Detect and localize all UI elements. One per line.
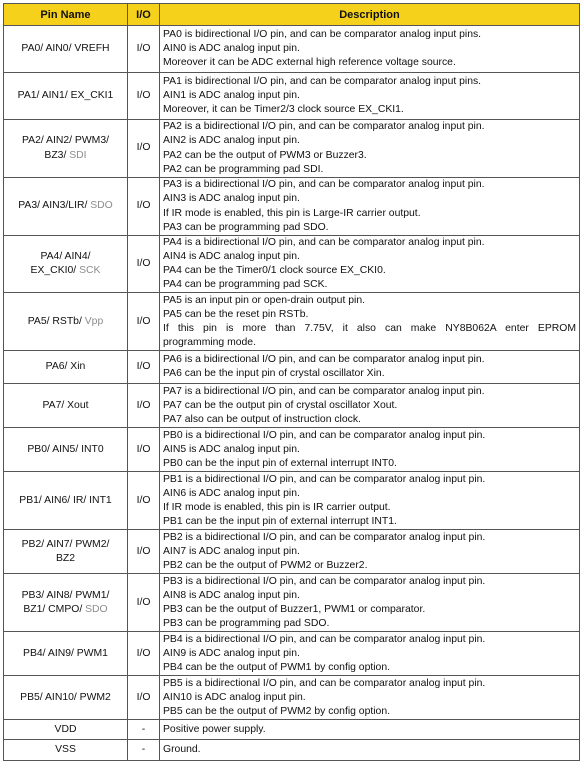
description-cell	[160, 26, 580, 73]
pin-name-line	[7, 250, 124, 264]
description-cell	[160, 384, 580, 428]
description-line: Positive power supply.	[163, 723, 266, 735]
description-line: PA7 can be the output pin of crystal oscillator Xout.	[163, 399, 398, 411]
description-line: PA3 is a bidirectional I/O pin, and can be comparator analog input pin.	[163, 179, 485, 191]
pin-name-line	[7, 134, 124, 148]
pin-name-line	[7, 691, 124, 705]
header-io: I/O	[128, 4, 160, 26]
description-line: AIN8 is ADC analog input pin.	[163, 589, 300, 601]
pin-name-text: PB2/ AIN7/ PWM2/	[21, 538, 110, 550]
pin-name-text: PA4/ AIN4/	[40, 251, 91, 263]
io-type-cell: I/O	[128, 472, 160, 530]
pin-name-line	[7, 723, 124, 737]
pin-name-cell	[4, 178, 128, 236]
pin-name-line	[7, 443, 124, 457]
pin-name-text: BZ1/ CMPO/	[23, 603, 86, 615]
programming-pad-name: SDO	[85, 603, 108, 615]
pin-name-line	[7, 589, 124, 603]
pin-description-table	[3, 3, 580, 761]
pin-name-cell	[4, 574, 128, 632]
programming-pad-name: SCK	[79, 265, 101, 277]
pin-name-line	[7, 149, 124, 163]
description-cell	[160, 632, 580, 676]
pin-name-cell	[4, 740, 128, 761]
description-cell	[160, 236, 580, 293]
description-line: AIN0 is ADC analog input pin.	[163, 42, 300, 54]
description-line: AIN2 is ADC analog input pin.	[163, 135, 300, 147]
description-line: PB2 can be the output of PWM2 or Buzzer2.	[163, 559, 368, 571]
description-line: AIN9 is ADC analog input pin.	[163, 647, 300, 659]
io-type-cell: I/O	[128, 676, 160, 720]
pin-name-cell	[4, 351, 128, 384]
pin-name-cell	[4, 236, 128, 293]
description-line: PA0 is bidirectional I/O pin, and can be comparator analog input pins.	[163, 28, 482, 40]
table-row	[4, 574, 580, 632]
table-row	[4, 530, 580, 574]
description-line: Ground.	[163, 744, 201, 756]
pin-name-text: PA2/ AIN2/ PWM3/	[21, 135, 109, 147]
description-line: PA7 also can be output of instruction clock.	[163, 413, 361, 425]
pin-name-text: PB4/ AIN9/ PWM1	[23, 647, 108, 659]
io-type-cell: I/O	[128, 530, 160, 574]
header-pin-name: Pin Name	[4, 4, 128, 26]
io-type-cell: I/O	[128, 293, 160, 351]
io-type-cell: I/O	[128, 428, 160, 472]
pin-name-text: PA3/ AIN3/LIR/	[18, 200, 91, 212]
pin-name-cell	[4, 73, 128, 120]
pin-name-cell	[4, 632, 128, 676]
pin-name-cell	[4, 428, 128, 472]
pin-name-text: PB5/ AIN10/ PWM2	[20, 691, 111, 703]
pin-name-line	[7, 647, 124, 661]
pin-name-cell	[4, 384, 128, 428]
table-row	[4, 73, 580, 120]
description-line: PB0 is a bidirectional I/O pin, and can be comparator analog input pin.	[163, 429, 486, 441]
io-type-cell: -	[128, 720, 160, 740]
pin-name-text: EX_CKI0/	[30, 265, 80, 277]
description-line: PA3 can be programming pad SDO.	[163, 221, 329, 233]
io-type-cell: I/O	[128, 26, 160, 73]
description-line: AIN6 is ADC analog input pin.	[163, 487, 300, 499]
description-line: PA7 is a bidirectional I/O pin, and can be comparator analog input pin.	[163, 385, 485, 397]
description-cell	[160, 178, 580, 236]
description-cell	[160, 428, 580, 472]
description-line: PB5 can be the output of PWM2 by config option.	[163, 705, 391, 717]
description-cell	[160, 740, 580, 761]
description-line: AIN3 is ADC analog input pin.	[163, 193, 300, 205]
description-cell	[160, 73, 580, 120]
pin-name-text: VSS	[55, 744, 76, 756]
pin-name-text: PA5/ RSTb/	[27, 315, 85, 327]
description-line: programming mode.	[163, 336, 256, 348]
pin-name-cell	[4, 676, 128, 720]
table-row	[4, 178, 580, 236]
pin-name-cell	[4, 472, 128, 530]
io-type-cell: I/O	[128, 351, 160, 384]
table-row	[4, 632, 580, 676]
description-line: PA6 can be the input pin of crystal oscillator Xin.	[163, 368, 385, 380]
pin-name-text: VDD	[54, 723, 77, 735]
description-cell	[160, 472, 580, 530]
pin-name-line	[7, 360, 124, 374]
pin-name-text: PB3/ AIN8/ PWM1/	[21, 589, 110, 601]
description-line: PB1 is a bidirectional I/O pin, and can be comparator analog input pin.	[163, 473, 486, 485]
pin-name-line	[7, 89, 124, 103]
pin-name-cell	[4, 530, 128, 574]
description-line: PB3 is a bidirectional I/O pin, and can be comparator analog input pin.	[163, 575, 486, 587]
description-line: AIN1 is ADC analog input pin.	[163, 89, 300, 101]
pin-name-line	[7, 264, 124, 278]
table-row	[4, 120, 580, 178]
description-line: PA5 can be the reset pin RSTb.	[163, 308, 309, 320]
io-type-cell: I/O	[128, 73, 160, 120]
description-line: AIN10 is ADC analog input pin.	[163, 691, 306, 703]
description-cell	[160, 351, 580, 384]
table-row	[4, 26, 580, 73]
table-row	[4, 293, 580, 351]
table-row	[4, 384, 580, 428]
table-row	[4, 720, 580, 740]
io-type-cell: I/O	[128, 120, 160, 178]
programming-pad-name: SDI	[69, 149, 87, 161]
description-line: PB5 is a bidirectional I/O pin, and can be comparator analog input pin.	[163, 677, 486, 689]
pin-name-text: PA1/ AIN1/ EX_CKI1	[17, 89, 114, 101]
table-row	[4, 428, 580, 472]
pin-name-cell	[4, 120, 128, 178]
description-line: Moreover, it can be Timer2/3 clock source EX_CKI1.	[163, 104, 404, 116]
table-row	[4, 740, 580, 761]
description-cell	[160, 293, 580, 351]
description-line: PB4 can be the output of PWM1 by config option.	[163, 661, 391, 673]
description-line: PB2 is a bidirectional I/O pin, and can be comparator analog input pin.	[163, 531, 486, 543]
pin-name-line	[7, 199, 124, 213]
description-cell	[160, 120, 580, 178]
description-line: PA4 can be the Timer0/1 clock source EX_CKI0.	[163, 265, 386, 277]
programming-pad-name: SDO	[90, 200, 113, 212]
io-type-cell: I/O	[128, 384, 160, 428]
pin-name-line	[7, 538, 124, 552]
description-line: AIN5 is ADC analog input pin.	[163, 443, 300, 455]
pin-name-line	[7, 743, 124, 757]
description-line: PB0 can be the input pin of external interrupt INT0.	[163, 457, 397, 469]
pin-name-line	[7, 399, 124, 413]
description-line: PB3 can be programming pad SDO.	[163, 617, 330, 629]
pin-name-line	[7, 552, 124, 566]
description-line: PA6 is a bidirectional I/O pin, and can be comparator analog input pin.	[163, 354, 485, 366]
description-line: If this pin is more than 7.75V, it also can make NY8B062A enter EPROM	[163, 322, 576, 334]
description-line: PB4 is a bidirectional I/O pin, and can be comparator analog input pin.	[163, 633, 486, 645]
description-line: PA4 can be programming pad SCK.	[163, 279, 328, 291]
description-line: PA2 can be the output of PWM3 or Buzzer3.	[163, 149, 367, 161]
description-line: AIN7 is ADC analog input pin.	[163, 545, 300, 557]
pin-name-text: BZ2	[55, 552, 76, 564]
header-description: Description	[160, 4, 580, 26]
description-line: Moreover it can be ADC external high reference voltage source.	[163, 57, 456, 69]
pin-name-line	[7, 315, 124, 329]
description-line: PA2 is a bidirectional I/O pin, and can be comparator analog input pin.	[163, 121, 485, 133]
description-line: If IR mode is enabled, this pin is Large-IR carrier output.	[163, 207, 421, 219]
pin-name-text: PB0/ AIN5/ INT0	[27, 443, 104, 455]
description-line: If IR mode is enabled, this pin is IR carrier output.	[163, 501, 391, 513]
pin-name-text: PB1/ AIN6/ IR/ INT1	[19, 494, 112, 506]
io-type-cell: I/O	[128, 632, 160, 676]
pin-name-text: BZ3/	[44, 149, 70, 161]
table-row	[4, 236, 580, 293]
description-line: PA2 can be programming pad SDI.	[163, 163, 324, 175]
description-line: PA5 is an input pin or open-drain output pin.	[163, 294, 365, 306]
programming-pad-name: Vpp	[84, 315, 104, 327]
io-type-cell: -	[128, 740, 160, 761]
description-line: AIN4 is ADC analog input pin.	[163, 251, 300, 263]
description-line: PB1 can be the input pin of external interrupt INT1.	[163, 515, 397, 527]
table-row	[4, 676, 580, 720]
pin-name-text: PA7/ Xout	[42, 399, 89, 411]
pin-name-cell	[4, 720, 128, 740]
description-cell	[160, 530, 580, 574]
description-cell	[160, 676, 580, 720]
table-row	[4, 351, 580, 384]
pin-name-line	[7, 603, 124, 617]
pin-name-cell	[4, 293, 128, 351]
description-line: PA1 is bidirectional I/O pin, and can be comparator analog input pins.	[163, 75, 482, 87]
description-line: PA4 is a bidirectional I/O pin, and can be comparator analog input pin.	[163, 237, 485, 248]
pin-name-text: PA0/ AIN0/ VREFH	[21, 42, 110, 54]
pin-name-text: PA6/ Xin	[45, 361, 86, 373]
pin-name-line	[7, 42, 124, 56]
table-row	[4, 472, 580, 530]
io-type-cell: I/O	[128, 178, 160, 236]
description-cell	[160, 574, 580, 632]
description-cell	[160, 720, 580, 740]
table-header-row	[4, 4, 580, 26]
io-type-cell: I/O	[128, 574, 160, 632]
pin-name-line	[7, 494, 124, 508]
io-type-cell: I/O	[128, 236, 160, 293]
description-line: PB3 can be the output of Buzzer1, PWM1 or comparator.	[163, 603, 426, 615]
pin-name-cell	[4, 26, 128, 73]
